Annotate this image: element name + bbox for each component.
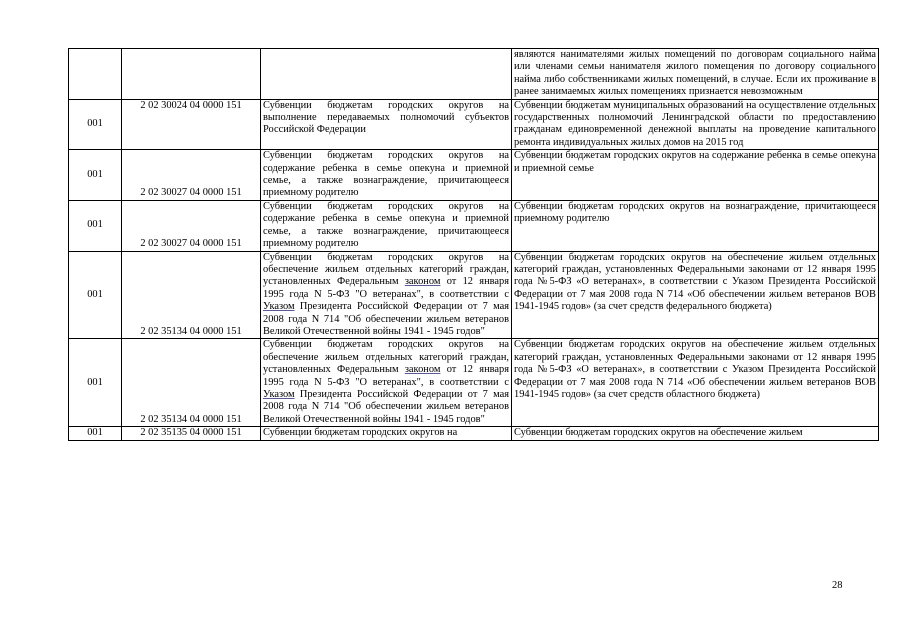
revenue-description-cell xyxy=(512,339,879,427)
budget-code-cell: 2 02 35135 04 0000 151 xyxy=(122,427,261,440)
revenue-description-cell xyxy=(512,251,879,339)
cell-text: Субвенции бюджетам городских округов на обеспечение жильем xyxy=(514,427,803,439)
revenue-name-cell xyxy=(261,200,512,251)
revenue-name-cell xyxy=(261,427,512,440)
revenue-description-cell xyxy=(512,49,879,100)
budget-code-cell: 2 02 35134 04 0000 151 xyxy=(122,251,261,339)
budget-code-cell: 2 02 30027 04 0000 151 xyxy=(122,150,261,201)
table-row xyxy=(69,339,879,427)
admin-code-cell: 001 xyxy=(69,99,122,150)
cell-text: Субвенции бюджетам городских округов на обеспечение жильем отдельных категорий граждан, установленных Федеральным xyxy=(263,339,509,376)
law-link[interactable]: Указом xyxy=(263,388,295,400)
admin-code-cell xyxy=(69,49,122,100)
admin-code-cell: 001 xyxy=(69,150,122,201)
cell-text: Субвенции бюджетам городских округов на выполнение передаваемых полномочий субъектов Российской Федерации xyxy=(263,99,509,136)
cell-text: Субвенции бюджетам городских округов на обеспечение жильем отдельных категорий граждан, установленных Федеральными законами от 12 января 1995 года №5-ФЗ «О ветеранах», в соответствии с Указом Президента Российской Федерации от 7 мая 2008 года N 714 «Об обеспечении жильем ветеранов ВОВ 1941-1945 годов» (за счет средств областного бюджета) xyxy=(514,339,876,400)
cell-text: Президента Российской Федерации от 7 мая 2008 года N 714 "Об обеспечении жильем ветеранов Великой Отечественной войны 1941 - 1945 годов" xyxy=(263,301,509,337)
admin-code-cell: 001 xyxy=(69,251,122,339)
cell-text: Президента Российской Федерации от 7 мая 2008 года N 714 "Об обеспечении жильем ветеранов Великой Отечественной войны 1941 - 1945 годов" xyxy=(263,388,509,425)
revenue-name-cell xyxy=(261,99,512,150)
revenue-description-cell xyxy=(512,99,879,150)
cell-text: Субвенции бюджетам городских округов на содержание ребенка в семье опекуна и приемной семье, а также вознаграждение, причитающееся приемному родителю xyxy=(263,150,509,199)
admin-code-cell: 001 xyxy=(69,339,122,427)
page-number: 28 xyxy=(832,580,843,591)
revenue-name-cell xyxy=(261,150,512,201)
admin-code-cell: 001 xyxy=(69,427,122,440)
admin-code-cell: 001 xyxy=(69,200,122,251)
budget-code-cell xyxy=(122,49,261,100)
law-link[interactable]: Указом xyxy=(263,301,295,313)
budget-code-cell: 2 02 30024 04 0000 151 xyxy=(122,99,261,150)
table-row xyxy=(69,49,879,100)
cell-text: являются нанимателями жилых помещений по договорам социального найма или членами семьи нанимателя жилого помещения по договору социального найма либо собственниками жилых помещений, в случае. Если их проживание в ранее занимаемых жилых помещениях признается невозможным xyxy=(514,49,876,98)
revenue-description-cell xyxy=(512,150,879,201)
cell-text: от 12 января 1995 года N 5-ФЗ "О ветеранах", в соответствии с xyxy=(263,276,509,300)
table-body xyxy=(69,49,879,441)
revenue-description-cell xyxy=(512,200,879,251)
revenue-name-cell xyxy=(261,339,512,427)
cell-text: Субвенции бюджетам муниципальных образований на осуществление отдельных государственных полномочий Ленинградской области по предоставлению гражданам единовременной денежной выплаты на проведение капитального ремонта индивидуальных жилых домов на 2015 год xyxy=(514,99,876,148)
table-row xyxy=(69,150,879,201)
cell-text: Субвенции бюджетам городских округов на вознаграждение, причитающееся приемному родителю xyxy=(514,200,876,225)
cell-text: Субвенции бюджетам городских округов на содержание ребенка в семье опекуна и приемной семье xyxy=(514,150,876,174)
table-row xyxy=(69,200,879,251)
budget-code-cell: 2 02 30027 04 0000 151 xyxy=(122,200,261,251)
table-row xyxy=(69,99,879,150)
table-row xyxy=(69,427,879,440)
cell-text: от 12 января 1995 года N 5-ФЗ "О ветеранах", в соответствии с xyxy=(263,364,509,388)
table-row xyxy=(69,251,879,339)
law-link[interactable]: законом xyxy=(404,276,441,288)
cell-text: Субвенции бюджетам городских округов на xyxy=(263,427,458,439)
cell-text: Субвенции бюджетам городских округов на содержание ребенка в семье опекуна и приемной семье, а также вознаграждение, причитающееся приемному родителю xyxy=(263,200,509,250)
revenue-name-cell xyxy=(261,251,512,339)
revenue-codes-table xyxy=(68,48,879,441)
cell-text: Субвенции бюджетам городских округов на обеспечение жильем отдельных категорий граждан, установленных Федеральным xyxy=(263,251,509,288)
budget-code-cell: 2 02 35134 04 0000 151 xyxy=(122,339,261,427)
revenue-name-cell xyxy=(261,49,512,100)
revenue-description-cell xyxy=(512,427,879,440)
law-link[interactable]: законом xyxy=(404,364,441,376)
cell-text: Субвенции бюджетам городских округов на обеспечение жильем отдельных категорий граждан, установленных Федеральными законами от 12 января 1995 года №5-ФЗ «О ветеранах», в соответствии с Указом Президента Российской Федерации от 7 мая 2008 года N 714 «Об обеспечении жильем ветеранов ВОВ 1941-1945 годов» (за счет средств федерального бюджета) xyxy=(514,251,876,313)
